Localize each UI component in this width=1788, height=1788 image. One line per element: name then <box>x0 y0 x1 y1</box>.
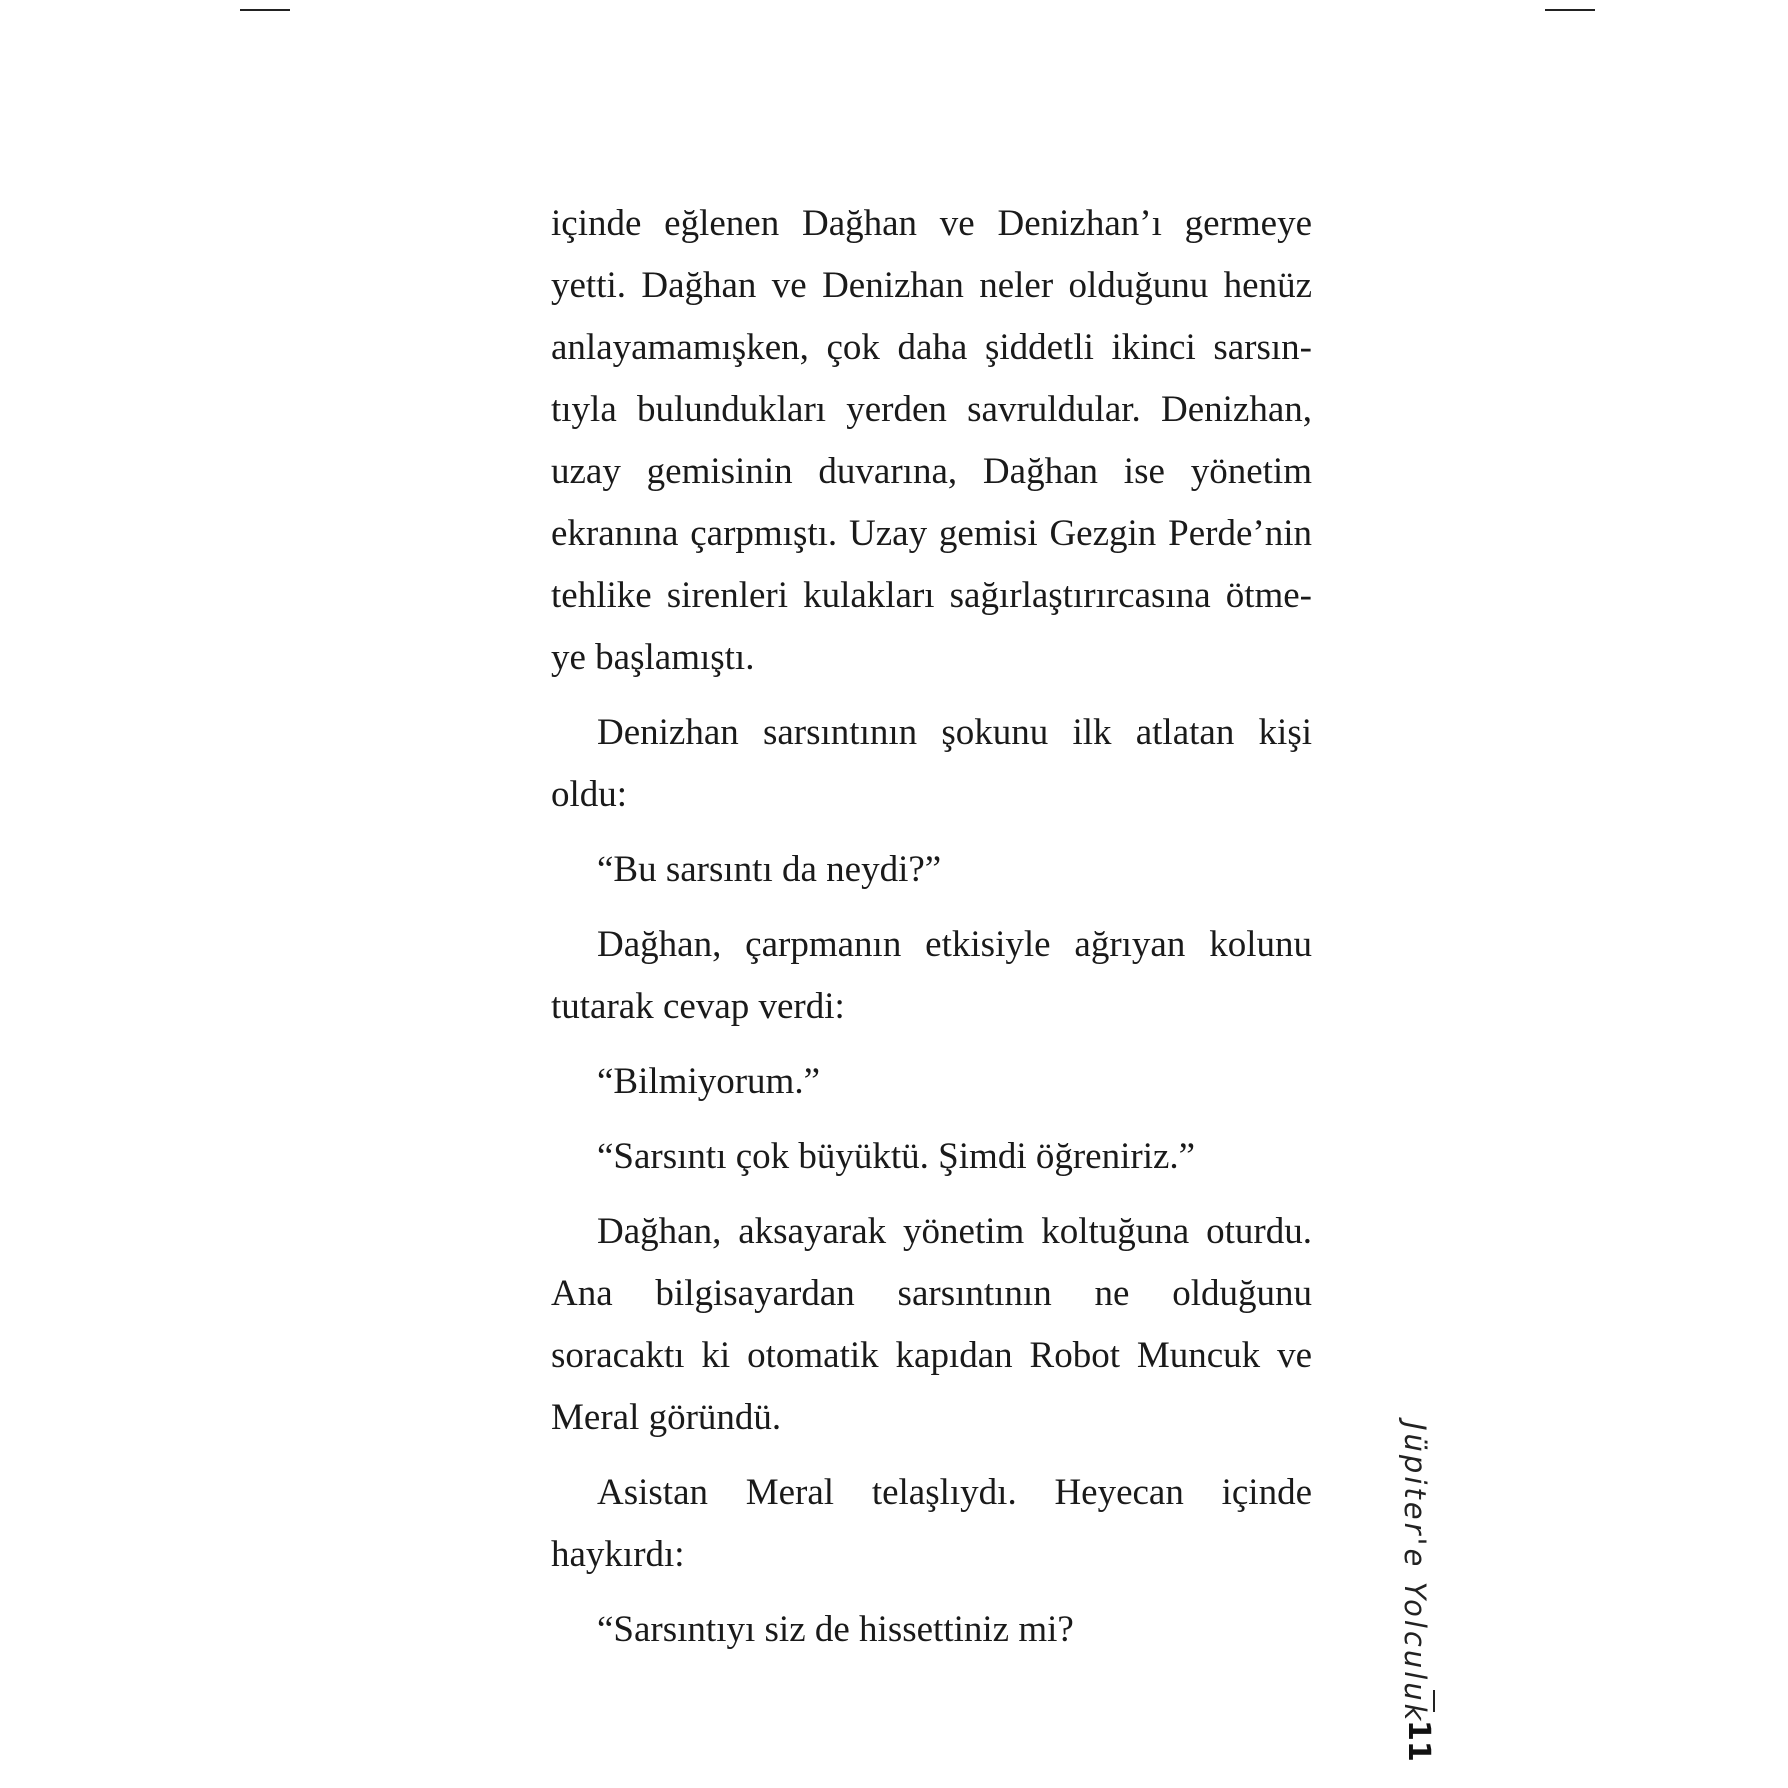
paragraph: içinde eğlenen Dağhan ve Denizhan’ı germeye yetti. Dağhan ve Denizhan neler olduğunu henüz anlayamamışken, çok daha şiddetli ikinci sarsın-tıyla bulundukları yerden savruldular. Denizhan, uzay gemisinin duvarına, Dağhan ise yönetim ekranına çarpmıştı. Uzay gemisi Gezgin Perde’nin tehlike sirenleri kulakları sağırlaştırırcasına ötme-ye başlamıştı. <box>551 203 1312 678</box>
paragraph: Dağhan, çarpmanın etkisiyle ağrıyan kolunu tutarak cevap verdi: <box>551 924 1312 1027</box>
crop-mark-right <box>1545 9 1595 11</box>
running-title: Jüpiter'e Yolculuk <box>1398 1422 1432 1724</box>
paragraph: Asistan Meral telaşlıydı. Heyecan içinde haykırdı: <box>551 1472 1312 1575</box>
page-number: 11 <box>1401 1720 1436 1762</box>
dialogue-line: “Sarsıntıyı siz de hissettiniz mi? <box>597 1609 1074 1650</box>
dialogue-line: “Bilmiyorum.” <box>597 1061 820 1102</box>
running-title-rule <box>1433 1690 1435 1712</box>
crop-mark-left <box>240 9 290 11</box>
body-text <box>551 193 1312 1674</box>
paragraph: Denizhan sarsıntının şokunu ilk atlatan kişi oldu: <box>551 712 1312 815</box>
dialogue-line: “Sarsıntı çok büyüktü. Şimdi öğreniriz.” <box>597 1136 1196 1177</box>
paragraph: Dağhan, aksayarak yönetim koltuğuna oturdu. Ana bilgisayardan sarsıntının ne olduğunu soracaktı ki otomatik kapıdan Robot Muncuk ve Meral göründü. <box>551 1211 1312 1438</box>
dialogue-line: “Bu sarsıntı da neydi?” <box>597 849 942 890</box>
